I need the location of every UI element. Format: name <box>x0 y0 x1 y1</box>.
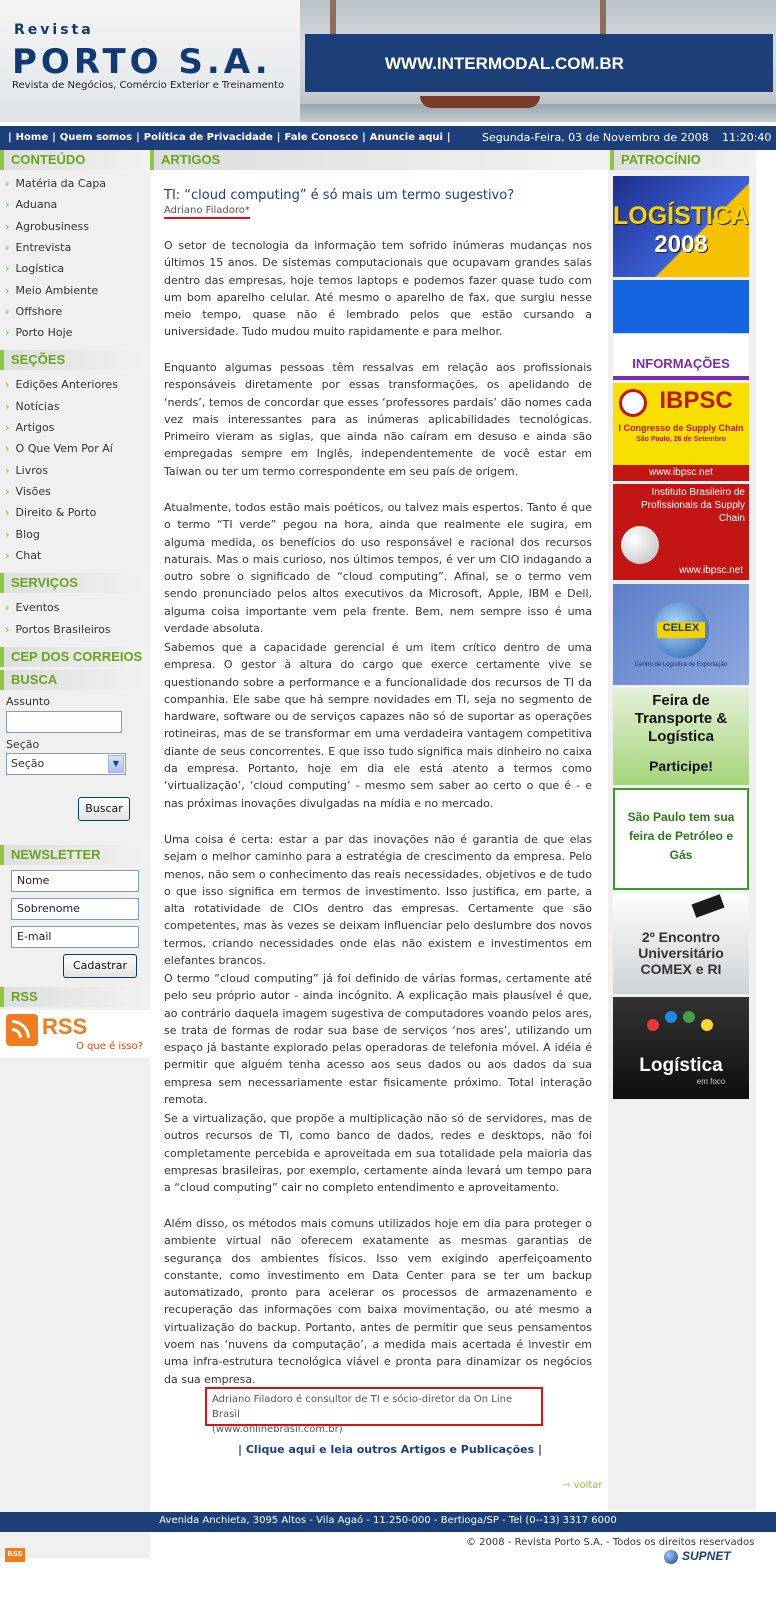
section-patrocinio: PATROCÍNIO <box>610 150 756 170</box>
banner-text: 2º Encontro Universitário <box>638 929 724 961</box>
banner-instituto[interactable] <box>613 484 749 580</box>
banner-logistica-2008[interactable] <box>613 176 749 277</box>
buscar-button[interactable]: Buscar <box>78 797 130 821</box>
menu-blog[interactable]: › Blog <box>5 528 40 541</box>
banner-ibpsc[interactable] <box>613 383 749 481</box>
article-paragraph: Além disso, os métodos mais comuns utilizados hoje em dia para proteger o ambiente virtual não oferecem exatamente as mesmas garantias de segurança dos ambientes físicos. Isso vem exigindo aperfeiçoamento constante, como investimento em Data Center para se ter um backup automatizado, pronto para acelerar os processos de armazenamento e recuperação das informações com baixa movimentação, ou até mesmo a virtualização do backup. Portanto, antes de permitir que seus pensamentos voem nas ‘nuvens da computação’, a medida mais acertada é investir em uma infra-estrutura tecnológica viável e pronta para dinamizar os negócios da sua empresa. <box>164 1217 592 1386</box>
arrow-icon: ⇾ <box>562 1480 574 1491</box>
banner-text: Logística <box>639 1055 723 1076</box>
article-paragraph: Sabemos que a capacidade gerencial é um item crítico dentro de uma empresa. O gestor à altura do cargo que exerce certamente vive se questionando sobre a performance e a funcionalidade dos recursos de TI da companhia. Ele sabe que há sempre novidades em TI, seja no segmento de hardware, software ou de serviços capazes não só de suportar as operações rotineiras, mas de se transformar em uma verdadeira vantagem competitiva diante de seus concorrentes. E que isso tudo significa mais dinheiro no caixa da empresa. Portanto, hoje em dia ele está atento a termos como ‘virtualização’, ‘cloud computing’ - mesmo sem saber ao certo o que é - e nas próximas inovações divulgadas na mídia e no mercado. <box>164 641 592 810</box>
article-author: Adriano Filadoro* <box>164 205 250 219</box>
banner-feira-transporte[interactable] <box>613 688 749 785</box>
menu-offshore[interactable]: › Offshore <box>5 305 62 318</box>
banner-text: Feira de Transporte & Logística <box>634 692 728 745</box>
banner-text: em foco <box>696 1077 726 1086</box>
article-paragraph: O setor de tecnologia da informação tem sofrido inúmeras mudanças nos últimos 15 anos. De sistemas computacionais que ocupavam grandes salas dentro das empresas, hoje temos laptops e podemos fazer quase tudo com um bom aparelho celular. Até mesmo o aparelho de fax, que surgiu nesse meio tempo, quase não é lembrado pelos que estão cursando a universidade. Tudo mudou muito rapidamente e para melhor. <box>164 239 592 339</box>
article-paragraph: O termo “cloud computing” já foi definido de várias formas, certamente até pelo seu próprio autor - ainda incógnito. A explicação mais plausível é que, ao contrário daquela imagem sugestiva de computadores voando pelos ares, se trata de formas de rodar sua base de serviços ‘nos ares’, utilizando um espaço já bastante explorado pelas operadoras de telefonia móvel. A idéia é permitir que alguém tenha acesso aos seus dados ou aos dados da sua empresa sem necessariamente estar fisicamente próximo. Total interação remota. <box>164 972 592 1107</box>
menu-eventos[interactable]: › Eventos <box>5 601 60 614</box>
author-bio <box>205 1387 543 1435</box>
people-icon <box>643 1009 719 1049</box>
menu-livros[interactable]: › Livros <box>5 464 48 477</box>
menu-noticias[interactable]: › Notícias <box>5 400 59 413</box>
banner-text: Instituto Brasileiro de Profissionais da Supply Chain <box>641 487 745 524</box>
nav-link-privacidade[interactable]: Política de Privacidade <box>143 132 273 143</box>
banner-text: LOGÍSTICA <box>613 202 749 230</box>
water-decoration <box>300 104 776 122</box>
menu-direito-porto[interactable]: › Direito & Porto <box>5 506 96 519</box>
menu-visoes[interactable]: › Visões <box>5 485 51 498</box>
cadastrar-button[interactable]: Cadastrar <box>63 954 137 978</box>
more-articles-link[interactable]: | Clique aqui e leia outros Artigos e Publicações | <box>238 1443 542 1456</box>
url-banner[interactable] <box>305 34 773 92</box>
assunto-label: Assunto <box>6 695 50 708</box>
voltar-label: voltar <box>573 1480 603 1491</box>
current-date: Segunda-Feira, 03 de Novembro de 2008 <box>482 131 709 144</box>
url-text: WWW.INTERMODAL.COM.BR <box>385 54 624 73</box>
article-paragraph: Se a virtualização, que propõe a multiplicação não só de servidores, mas de outros recursos de TI, como banco de dados, redes e desktops, não foi completamente percebida e aproveitada em sua totalidade pela maioria das empresas brasileiras, por exemplo, certamente ainda levará um tempo para a “cloud computing” cair no completo entendimento e aproveitamento. <box>164 1112 592 1195</box>
section-newsletter: NEWSLETTER <box>0 845 150 865</box>
article-paragraph: Enquanto algumas pessoas têm ressalvas em relação aos profissionais responsáveis diretamente por essas transformações, os apelidando de ‘nerds’, temos de concordar que esses ‘professores pardais’ dão nomes cada vez mais interessantes para as inúmeras aplicabilidades tecnológicas. Primeiro vieram as siglas, que ainda não caíram em desuso e ainda são empregadas sempre em Inglês, independentemente de você estar em Taiwan ou ter um termo correspondente em seu país de origem. <box>164 361 592 478</box>
section-busca: BUSCA <box>0 670 150 690</box>
menu-edicoes-anteriores[interactable]: › Edições Anteriores <box>5 378 118 391</box>
assunto-input[interactable] <box>6 711 122 733</box>
footer-rss-badge[interactable]: RSS <box>5 1548 25 1562</box>
menu-logistica[interactable]: › Logística <box>5 262 64 275</box>
menu-o-que-vem[interactable]: › O Que Vem Por Aí <box>5 442 113 455</box>
menu-portos-brasileiros[interactable]: › Portos Brasileiros <box>5 623 111 636</box>
banner-text: COMEX e RI <box>640 961 722 977</box>
secao-selected-value: Seção <box>11 757 45 770</box>
banner-text: São Paulo, 26 de Setembro <box>636 436 726 443</box>
section-servicos: SERVIÇOS <box>0 573 150 593</box>
nav-link-anuncie[interactable]: Anuncie aqui <box>369 132 443 143</box>
banner-text: São Paulo tem sua feira de Petróleo e Gás <box>627 810 735 862</box>
newsletter-email-input[interactable]: E-mail <box>11 926 139 948</box>
banner-feira-petroleo[interactable] <box>613 788 749 890</box>
newsletter-sobrenome-input[interactable]: Sobrenome <box>11 898 139 920</box>
globe-icon <box>621 526 659 564</box>
secao-select[interactable] <box>6 753 126 775</box>
voltar-link[interactable] <box>562 1480 603 1491</box>
banner-text: I Congresso de Supply Chain <box>618 423 744 433</box>
rss-label[interactable]: RSS <box>42 1014 88 1039</box>
section-artigos: ARTIGOS <box>150 150 608 170</box>
nav-link-home[interactable]: Home <box>15 132 49 143</box>
menu-artigos[interactable]: › Artigos <box>5 421 54 434</box>
footer-address-bar: Avenida Anchieta, 3095 Altos - Vila Agaó - 11.250-000 - Bertioga/SP - Tel (0--13) 3317 6000 <box>0 1512 776 1532</box>
logo-subtitle: Revista de Negócios, Comércio Exterior e Treinamento <box>12 80 285 91</box>
banner-logistica-em-foco[interactable] <box>613 997 749 1099</box>
rss-icon[interactable] <box>6 1014 38 1046</box>
chevron-down-icon[interactable]: ▼ <box>108 755 124 773</box>
globe-icon <box>619 389 647 417</box>
banner-encontro-universitario[interactable] <box>613 893 749 994</box>
graduation-cap-icon <box>692 894 725 917</box>
footer-copyright: © 2008 - Revista Porto S.A. - Todos os direitos reservados <box>466 1537 755 1548</box>
article-paragraph: Atualmente, todos estão mais poéticos, ou talvez mais espertos. Tanto é que o termo “TI verde” pegou na hora, ainda que realmente ele sugira, em alguma medida, os benefícios do uso responsável e racional dos recursos naturais. Mas o mais curioso, nos últimos tempos, é ver um CIO indagando a outro sobre o significado de “cloud computing”. Afinal, se o termo vem sendo pronunciado pelos altos executivos da Microsoft, Apple, IBM e Dell, alguma coisa importante vem pela frente. Bem, nem sempre isso é uma verdade absoluta. <box>164 501 592 636</box>
banner-text: www.ibpsc.net <box>613 465 749 481</box>
article-title: TI: “cloud computing” é só mais um termo sugestivo? <box>164 188 515 203</box>
top-nav: | Home | Quem somos | Política de Privacidade | Fale Conosco | Anuncie aqui | Segunda-Feira, 03 de Novembro de 2008 11:20:40 <box>0 126 776 150</box>
logo-revista: Revista <box>14 22 94 38</box>
banner-celex[interactable] <box>613 584 749 685</box>
secao-label: Seção <box>6 738 40 751</box>
banner-text: INFORMAÇÕES <box>632 356 730 371</box>
current-time: 11:20:40 <box>722 131 772 144</box>
site-header <box>0 0 776 122</box>
menu-chat[interactable]: › Chat <box>5 549 41 562</box>
banner-text: IBPSC <box>659 387 733 414</box>
nav-link-quem-somos[interactable]: Quem somos <box>59 132 133 143</box>
ship-decoration <box>420 96 540 108</box>
section-secoes: SEÇÕES <box>0 350 150 370</box>
section-rss: RSS <box>0 987 150 1007</box>
section-conteudo: CONTEÚDO <box>0 150 150 170</box>
rss-what-link[interactable]: O que é isso? <box>76 1041 144 1052</box>
article-paragraph: Uma coisa é certa: estar a par das inovações não é garantia de que elas sejam o melhor caminho para a estratégia de crescimento da empresa. Pelo menos, não sem o conhecimento das reais necessidades, objetivos e de tudo o que isso significa em termos de investimento. Isso justifica, em parte, a alta rotatividade de CIOs dentro das empresas. Certamente que são competentes, mas às vezes se deixam influenciar pelo deslumbre dos novos termos, criando necessidades onde elas não existem e investimentos em elefantes brancos. <box>164 833 592 968</box>
menu-meio-ambiente[interactable]: › Meio Ambiente <box>5 284 98 297</box>
supnet-logo[interactable]: SUPNET <box>682 1549 731 1563</box>
logo-title[interactable]: PORTO S.A. <box>12 42 272 82</box>
banner-text: CELEX <box>657 622 705 638</box>
bio-link[interactable]: (www.onlinebrasil.com.br) <box>212 1424 343 1435</box>
banner-text: 2008 <box>654 231 708 258</box>
section-cep[interactable]: CEP DOS CORREIOS <box>0 647 150 667</box>
menu-aduana[interactable]: › Aduana <box>5 198 57 211</box>
banner-text: www.ibpsc.net <box>679 565 743 576</box>
bio-line: Adriano Filadoro é consultor de TI e sócio-diretor da On Line Brasil <box>212 1394 513 1420</box>
menu-materia-capa[interactable]: › Matéria da Capa <box>5 177 106 190</box>
banner-text: Centro de Logística de Exportação <box>634 662 728 668</box>
menu-porto-hoje[interactable]: › Porto Hoje <box>5 326 72 339</box>
banner-informacoes[interactable] <box>613 280 749 380</box>
nav-link-fale-conosco[interactable]: Fale Conosco <box>284 132 359 143</box>
newsletter-nome-input[interactable]: Nome <box>11 870 139 892</box>
banner-text: Participe! <box>649 758 713 774</box>
menu-entrevista[interactable]: › Entrevista <box>5 241 71 254</box>
menu-agrobusiness[interactable]: › Agrobusiness <box>5 220 89 233</box>
